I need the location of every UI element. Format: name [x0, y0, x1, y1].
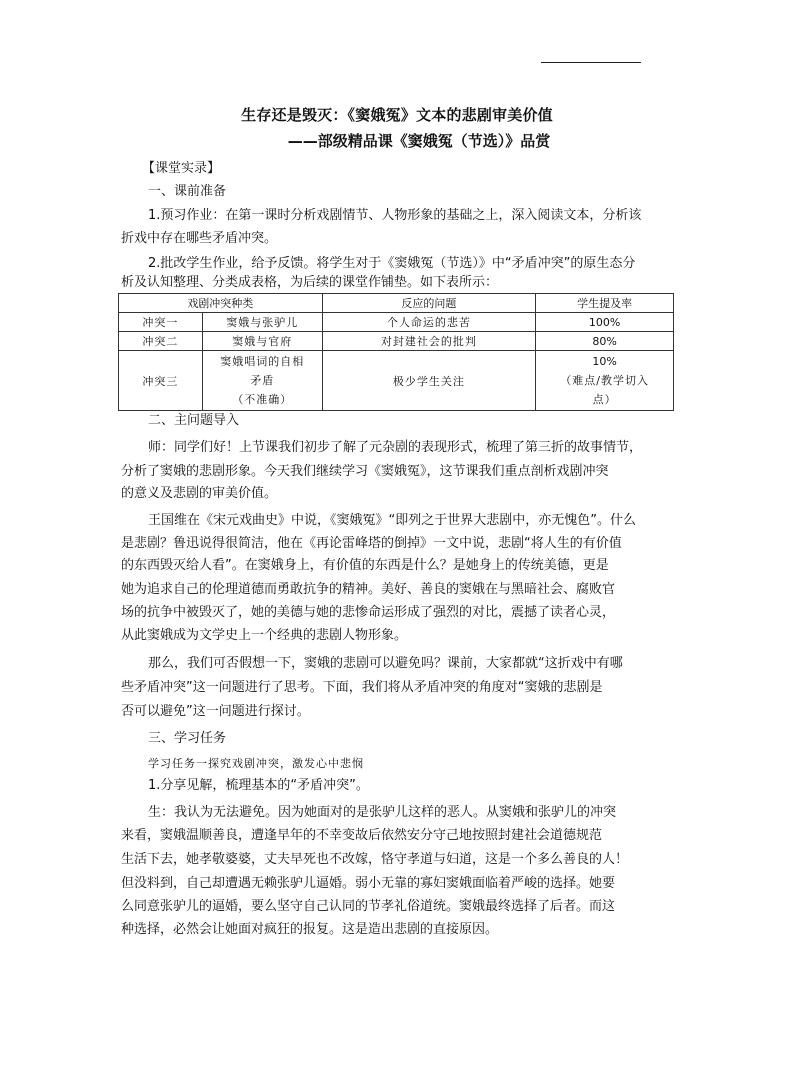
prep-item1-line2: 折戏中存在哪些矛盾冲突。 [121, 231, 278, 246]
row-label: 冲突二 [119, 332, 203, 351]
student-line6: 种选择，必然会让她面对疯狂的报复。这是造出悲剧的直接原因。 [121, 922, 499, 937]
intro-p1-line3: 的意义及悲剧的审美价值。 [121, 486, 278, 501]
table-row [119, 332, 674, 351]
intro-p2-line4: 她为追求自己的伦理道德而勇敢抗争的精神。美好、善良的窦娥在与黑暗社会、腐败官 [121, 582, 616, 597]
table-row [119, 313, 674, 332]
header-issue: 反应的问题 [322, 294, 536, 313]
section-heading-prep: 一、课前准备 [148, 184, 227, 199]
intro-p2-line5: 场的抗争中被毁灭了，她的美德与她的悲惨命运形成了强烈的对比，震撼了读者心灵， [121, 605, 616, 620]
row-rate-line1: 10% [592, 355, 617, 368]
intro-p3-line1: 那么，我们可否假想一下，窦娥的悲剧可以避免吗？课前，大家都就“这折戏中有哪 [148, 656, 623, 671]
row-rate: 100% [536, 313, 674, 332]
header-kind: 戏剧冲突种类 [119, 294, 323, 313]
intro-p2-line3: 的东西毁灭给人看”。在窦娥身上，有价值的东西是什么？是她身上的传统美德，更是 [121, 558, 609, 573]
conflict-table [118, 293, 674, 411]
row-rate-line2: （难点/教学切入 [560, 374, 649, 387]
row-kind: 窦娥与官府 [202, 332, 322, 351]
row-kind-line2: 矛盾 [250, 374, 275, 387]
row-kind [202, 351, 322, 411]
intro-p3-line2: 些矛盾冲突”这一问题进行了思考。下面，我们将从矛盾冲突的角度对“窦娥的悲剧是 [121, 680, 603, 695]
row-kind: 窦娥与张驴儿 [202, 313, 322, 332]
intro-p1-line1: 师：同学们好！上节课我们初步了解了元杂剧的表现形式，梳理了第三折的故事情节， [148, 440, 643, 455]
row-issue: 对封建社会的批判 [322, 332, 536, 351]
student-line4: 但没料到，自己却遭遇无赖张驴儿逼婚。弱小无靠的寡妇窦娥面临着严峻的选择。她要 [121, 876, 616, 891]
prep-item2-line1: 2.批改学生作业，给予反馈。将学生对于《窦娥冤（节选）》中“矛盾冲突”的原生态分 [148, 256, 636, 271]
row-rate [536, 351, 674, 411]
task-item1: 1.分享见解，梳理基本的“矛盾冲突”。 [148, 778, 369, 793]
header-rule [541, 62, 641, 63]
table-header-row [119, 294, 674, 313]
prep-item1-line1: 1.预习作业：在第一课时分析戏剧情节、人物形象的基础之上，深入阅读文本，分析该 [148, 208, 642, 223]
section-heading-tasks: 三、学习任务 [148, 731, 227, 746]
section-heading-intro: 二、主问题导入 [148, 413, 240, 428]
intro-p2-line2: 是悲剧？鲁迅说得很简洁，他在《再论雷峰塔的倒掉》一文中说，悲剧“将人生的有价值 [121, 536, 622, 551]
prep-item2-line2: 析及认知整理、分类成表格，为后续的课堂作铺垫。如下表所示： [121, 275, 499, 290]
section-record-label: 【课堂实录】 [142, 161, 221, 176]
row-kind-line1: 窦娥唱词的自相 [220, 355, 305, 368]
task-one-title: 学习任务一探究戏剧冲突，激发心中悲悯 [148, 757, 364, 770]
row-rate: 80% [536, 332, 674, 351]
row-rate-line3: 点） [592, 393, 617, 406]
student-line2: 来看，窦娥温顺善良，遭逢早年的不幸变故后依然安分守己地按照封建社会道德规范 [121, 828, 603, 843]
intro-p2-line1: 王国维在《宋元戏曲史》中说，《窦娥冤》“即列之于世界大悲剧中，亦无愧色”。什么 [148, 513, 636, 528]
page-subtitle: ——部级精品课《窦娥冤（节选）》品赏 [287, 132, 551, 150]
student-line5: 么同意张驴儿的逼婚，要么坚守自己认同的节孝礼俗道统。窦娥最终选择了后者。而这 [121, 899, 616, 914]
row-kind-line3: （不准确） [232, 393, 293, 406]
student-line3: 生活下去，她孝敬婆婆，丈夫早死也不改嫁，恪守孝道与妇道，这是一个多么善良的人！ [121, 852, 629, 867]
intro-p2-line6: 从此窦娥成为文学史上一个经典的悲剧人物形象。 [121, 628, 408, 643]
row-issue: 个人命运的悲苦 [322, 313, 536, 332]
row-issue: 极少学生关注 [322, 351, 536, 411]
row-label: 冲突一 [119, 313, 203, 332]
intro-p3-line3: 否可以避免”这一问题进行探讨。 [121, 704, 310, 719]
student-line1: 生：我认为无法避免。因为她面对的是张驴儿这样的恶人。从窦娥和张驴儿的冲突 [148, 805, 617, 820]
table-row [119, 351, 674, 411]
row-label: 冲突三 [119, 351, 203, 411]
page-title: 生存还是毁灭：《窦娥冤》文本的悲剧审美价值 [241, 106, 553, 124]
header-rate: 学生提及率 [536, 294, 674, 313]
intro-p1-line2: 分析了窦娥的悲剧形象。今天我们继续学习《窦娥冤》，这节课我们重点剖析戏剧冲突 [121, 464, 609, 479]
